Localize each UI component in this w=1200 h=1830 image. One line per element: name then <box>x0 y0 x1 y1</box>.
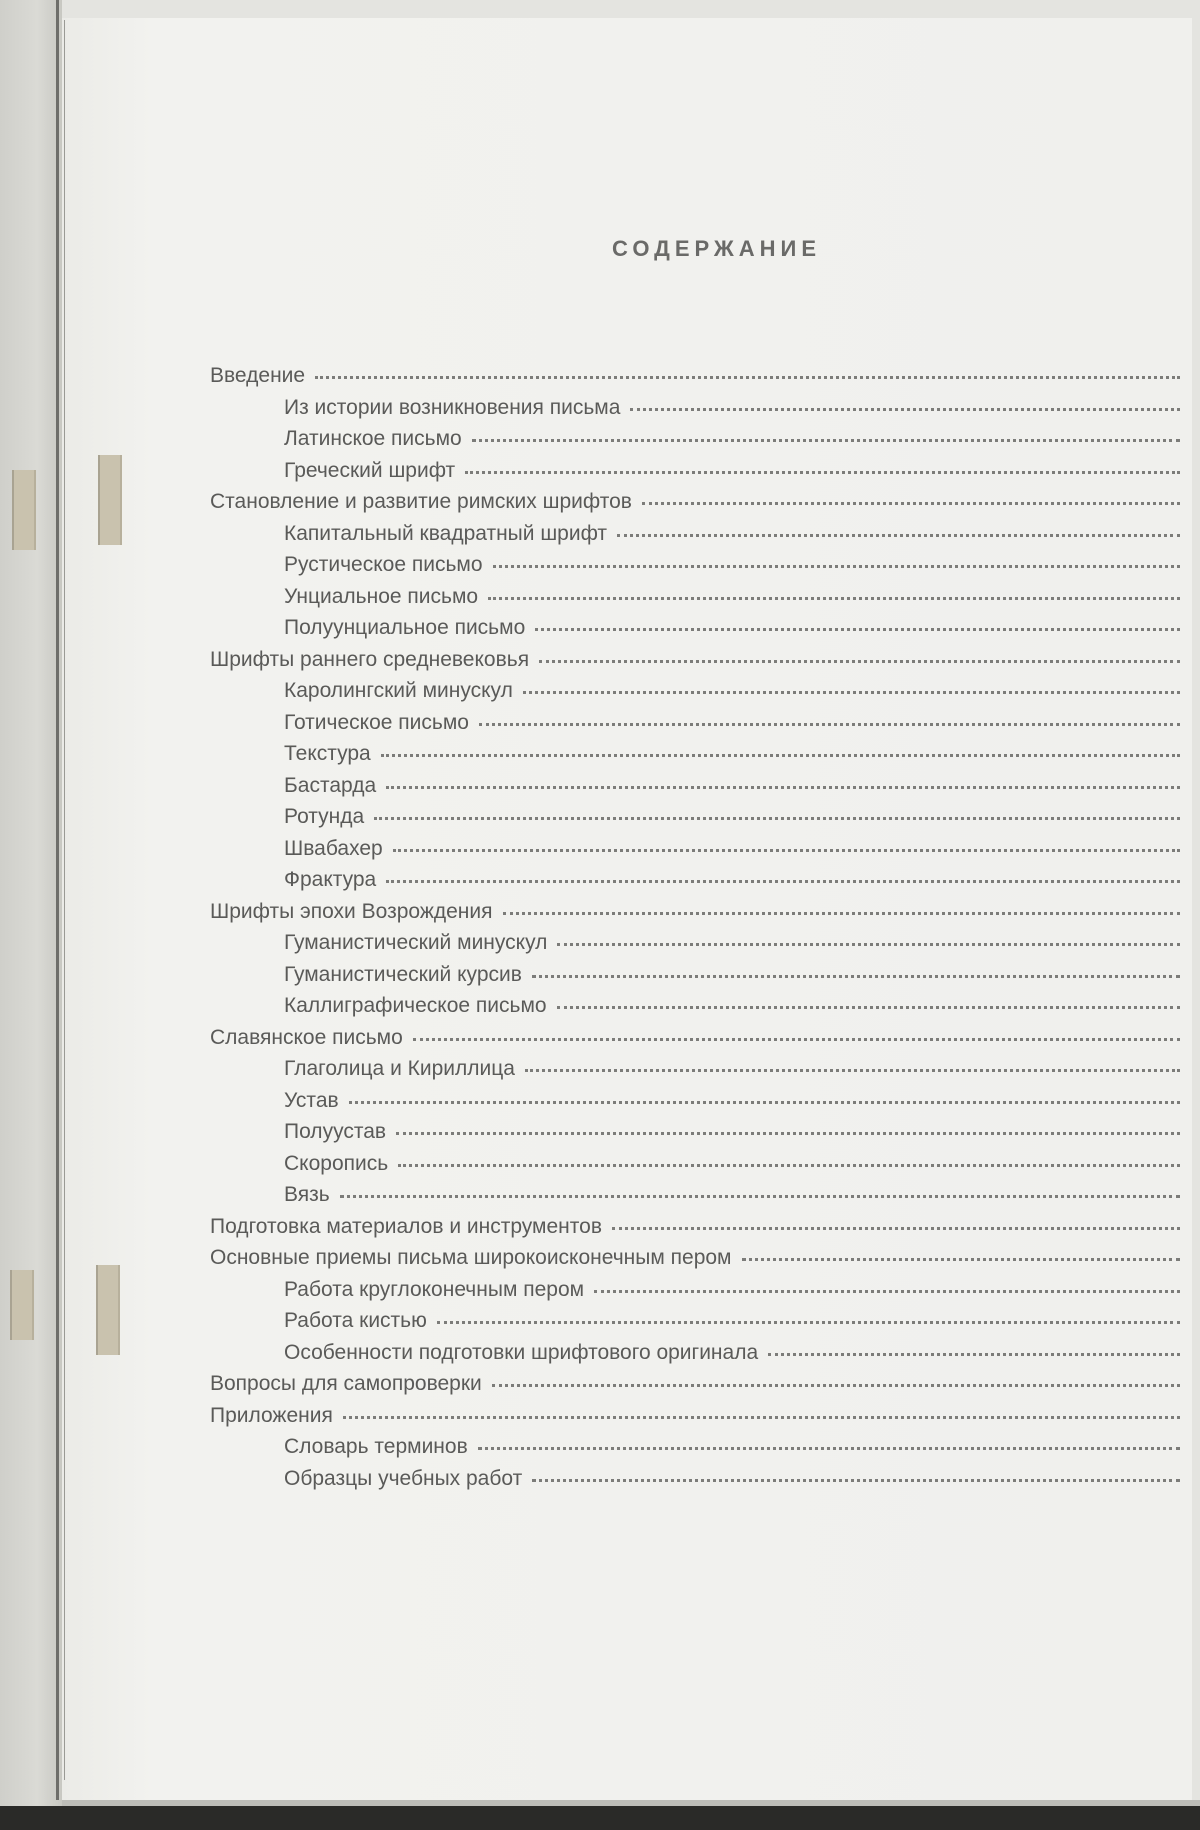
dot-leader <box>479 717 1180 726</box>
dot-leader <box>768 1347 1180 1356</box>
toc-title: СОДЕРЖАНИЕ <box>612 236 822 261</box>
toc-entry-label: Введение <box>210 364 306 387</box>
toc-subentry <box>210 1089 1180 1121</box>
toc-entry <box>210 1404 1180 1436</box>
toc-entry-label: Полуустав <box>284 1120 387 1143</box>
toc-entry <box>210 1215 1180 1247</box>
dot-leader <box>349 1095 1180 1104</box>
toc-subentry <box>210 805 1180 837</box>
toc-entry-label: Образцы учебных работ <box>284 1466 523 1490</box>
toc-entry-label: Рустическое письмо <box>284 553 483 576</box>
toc-entry-label: Приложения <box>210 1403 333 1427</box>
toc-subentry <box>210 1467 1180 1499</box>
toc-entry-label: Становление и развитие римских шрифтов <box>210 490 632 513</box>
toc-entry-label: Глаголица и Кириллица <box>284 1057 515 1080</box>
toc-entry-label: Унциальное письмо <box>284 584 479 608</box>
scan-bottom-border <box>0 1806 1200 1830</box>
dot-leader <box>386 780 1180 789</box>
dot-leader <box>393 843 1180 852</box>
toc-entry <box>210 648 1180 680</box>
toc-subentry <box>210 679 1180 711</box>
dot-leader <box>315 370 1180 379</box>
dot-leader <box>523 685 1180 694</box>
toc-subentry <box>210 427 1180 459</box>
toc-entry-label: Шрифты эпохи Возрождения <box>210 899 493 923</box>
toc-subentry <box>210 1309 1180 1341</box>
toc-subentry <box>210 1435 1180 1467</box>
toc-entry-label: Вязь <box>284 1183 330 1206</box>
dot-leader <box>386 874 1180 883</box>
toc-subentry <box>210 396 1180 428</box>
dot-leader <box>437 1315 1180 1324</box>
toc-entry <box>210 364 1180 396</box>
spine-edge-inner <box>64 20 65 1780</box>
toc-subentry <box>210 994 1180 1026</box>
dot-leader <box>503 906 1181 915</box>
toc-entry-label: Гуманистический курсив <box>284 962 522 986</box>
spine-edge <box>56 0 59 1800</box>
dot-leader <box>535 622 1180 631</box>
dot-leader <box>525 1063 1180 1072</box>
dot-leader <box>557 937 1180 946</box>
toc-entry <box>210 1246 1180 1278</box>
dot-leader <box>340 1189 1180 1198</box>
dot-leader <box>617 528 1180 537</box>
toc-entry-label: Капитальный квадратный шрифт <box>284 521 608 545</box>
staple-bottom-left <box>10 1270 34 1340</box>
dot-leader <box>594 1284 1180 1293</box>
toc-entry-label: Вопросы для самопроверки <box>210 1372 482 1395</box>
toc-entry-label: Ротунда <box>284 805 365 828</box>
toc-subentry <box>210 459 1180 491</box>
staple-top-left <box>12 470 36 550</box>
toc-subentry <box>210 1183 1180 1215</box>
toc-subentry <box>210 522 1180 554</box>
toc-entry-label: Особенности подготовки шрифтового оригинала <box>284 1340 759 1364</box>
toc-entry-label: Гуманистический минускул <box>284 931 548 954</box>
toc-entry <box>210 1372 1180 1404</box>
toc-entry-label: Устав <box>284 1088 339 1112</box>
toc-entry-label: Фрактура <box>284 868 377 891</box>
dot-leader <box>465 465 1180 474</box>
toc-entry-label: Работа кистью <box>284 1309 427 1332</box>
toc-entry-label: Славянское письмо <box>210 1025 403 1049</box>
toc-entry <box>210 490 1180 522</box>
dot-leader <box>343 1410 1180 1419</box>
toc-subentry <box>210 931 1180 963</box>
toc-entry <box>210 900 1180 932</box>
dot-leader <box>488 591 1180 600</box>
toc-entry-label: Основные приемы письма широкоисконечным пером <box>210 1246 732 1269</box>
dot-leader <box>532 969 1180 978</box>
toc-subentry <box>210 1057 1180 1089</box>
toc-entry-label: Текстура <box>284 742 371 765</box>
toc-subentry <box>210 742 1180 774</box>
toc-entry-label: Работа круглоконечным пером <box>284 1277 585 1301</box>
dot-leader <box>642 496 1180 505</box>
staple-top-right <box>98 455 122 545</box>
dot-leader <box>492 1378 1180 1387</box>
toc-subentry <box>210 837 1180 869</box>
toc-subentry <box>210 1120 1180 1152</box>
toc-entry-label: Каллиграфическое письмо <box>284 994 547 1017</box>
toc-entry-label: Скоропись <box>284 1151 389 1175</box>
toc-entry-label: Готическое письмо <box>284 710 469 734</box>
toc-entry-label: Швабахер <box>284 836 383 860</box>
toc-entry-label: Греческий шрифт <box>284 458 456 482</box>
toc-entry-label: Латинское письмо <box>284 427 462 450</box>
dot-leader <box>493 559 1180 568</box>
toc-subentry <box>210 711 1180 743</box>
toc-subentry <box>210 616 1180 648</box>
dot-leader <box>396 1126 1180 1135</box>
toc-subentry <box>210 868 1180 900</box>
toc-subentry <box>210 774 1180 806</box>
toc-entry-label: Словарь терминов <box>284 1435 468 1458</box>
toc-subentry <box>210 585 1180 617</box>
toc-entry-label: Бастарда <box>284 773 377 797</box>
dot-leader <box>478 1441 1180 1450</box>
toc-entry-label: Подготовка материалов и инструментов <box>210 1214 602 1238</box>
toc-entry-label: Каролингский минускул <box>284 679 513 702</box>
dot-leader <box>612 1221 1180 1230</box>
toc-entry <box>210 1026 1180 1058</box>
dot-leader <box>630 402 1180 411</box>
dot-leader <box>374 811 1180 820</box>
dot-leader <box>472 433 1180 442</box>
dot-leader <box>539 654 1180 663</box>
toc-subentry <box>210 1278 1180 1310</box>
binding-margin <box>0 0 62 1830</box>
toc-subentry <box>210 1341 1180 1373</box>
dot-leader <box>398 1158 1180 1167</box>
table-of-contents <box>210 364 1180 1498</box>
dot-leader <box>557 1000 1180 1009</box>
dot-leader <box>381 748 1180 757</box>
toc-entry-label: Шрифты раннего средневековья <box>210 647 530 671</box>
dot-leader <box>742 1252 1181 1261</box>
toc-entry-label: Полуунциальное письмо <box>284 616 526 639</box>
toc-subentry <box>210 1152 1180 1184</box>
toc-entry-label: Из истории возникновения письма <box>284 395 621 419</box>
toc-subentry <box>210 553 1180 585</box>
staple-bottom-right <box>96 1265 120 1355</box>
dot-leader <box>413 1032 1180 1041</box>
toc-subentry <box>210 963 1180 995</box>
dot-leader <box>532 1473 1180 1482</box>
